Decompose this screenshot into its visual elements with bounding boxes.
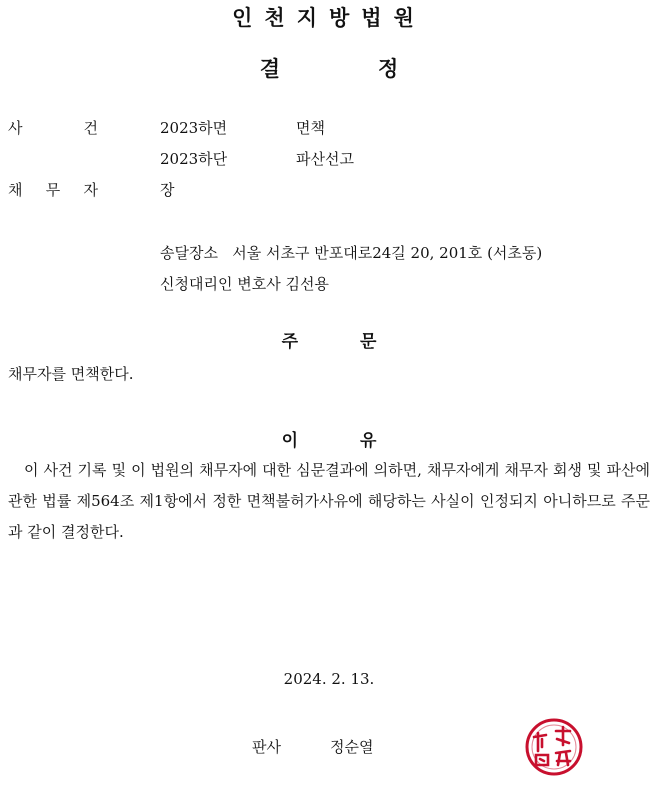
case-label: 사 건 [8, 119, 98, 137]
case-number-1: 2023하면 [160, 119, 228, 137]
order-text: 채무자를 면책한다. [8, 365, 134, 383]
document-title-char-2: 정 [378, 56, 399, 81]
reasons-text: 이 사건 기록 및 이 법원의 채무자에 대한 심문결과에 의하면, 채무자에게 채무자 회생 및 파산에 관한 법률 제564조 제1항에서 정한 면책불허가사유에 해당하는 사실이 인정되지 아니하므로 주문과 같이 결정한다. [8, 461, 650, 541]
judge-title: 판사 [252, 738, 281, 756]
document-title [0, 53, 658, 83]
case-number-2: 2023하단 [160, 150, 228, 168]
debtor-name: 장 [160, 181, 175, 199]
applicant-agent: 신청대리인 변호사 김선용 [160, 275, 329, 293]
case-kind-2: 파산선고 [296, 150, 354, 168]
court-name: 인천지방법원 [232, 5, 426, 30]
decision-date: 2024. 2. 13. [283, 670, 375, 688]
case-kind-1: 면책 [296, 119, 325, 137]
official-seal-icon [524, 717, 584, 777]
debtor-label: 채 무 자 [8, 181, 98, 199]
service-address: 송달장소 서울 서초구 반포대로24길 20, 201호 (서초동) [160, 244, 543, 262]
document-title-char-1: 결 [259, 56, 280, 81]
judge-name: 정순열 [330, 738, 374, 756]
order-heading: 주 문 [281, 332, 377, 352]
reasons-heading: 이 유 [281, 431, 377, 451]
